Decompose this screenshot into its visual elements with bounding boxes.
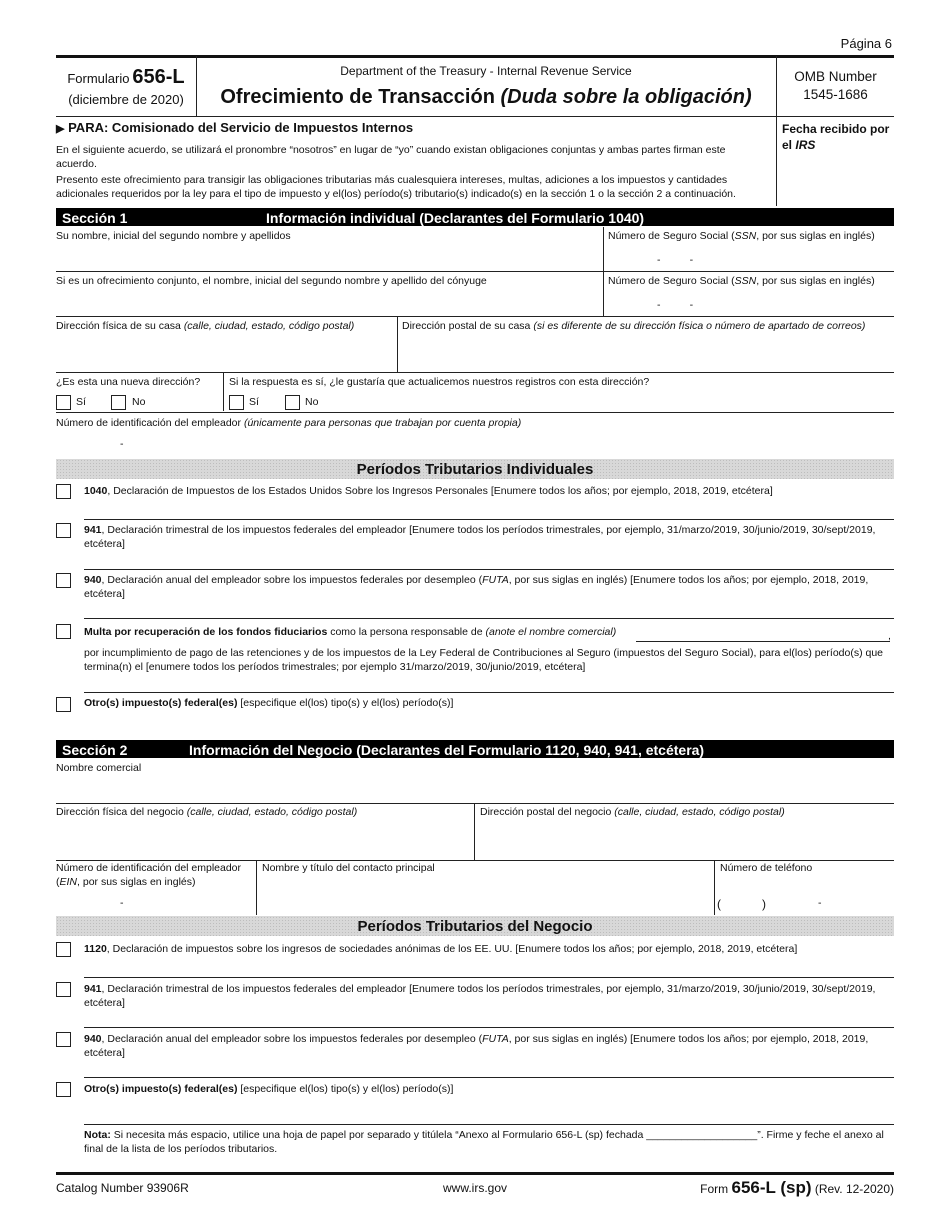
trust-fund-entry-line[interactable] — [84, 692, 894, 693]
business-other-tax-bold: Otro(s) impuesto(s) federal(es) — [84, 1083, 238, 1095]
individual-ein-field[interactable] — [57, 432, 397, 454]
phone-dash: - — [818, 897, 822, 909]
individual-periods-bar — [56, 459, 894, 479]
received-date-label — [782, 121, 897, 153]
business-mailing-field[interactable] — [477, 822, 892, 858]
section-2-title: Información del Negocio (Declarantes del Formulario 1120, 940, 941, etcétera) — [189, 742, 705, 758]
taxpayer-ssn-field[interactable] — [606, 244, 892, 270]
form-941-checkbox[interactable] — [56, 523, 71, 538]
business-mailing-label-text: Dirección postal del negocio — [480, 806, 612, 818]
business-941-desc: , Declaración trimestral de los impuestos federales del empleador [Enumere todos los períodos trimestrales, por ejemplo, 31/marzo/2019, 30/junio/2019, 30/sept/2019, etcétera] — [84, 983, 876, 1009]
business-940-desc-a: , Declaración anual del empleador sobre los impuestos federales por desempleo ( — [101, 1033, 483, 1045]
omb-block — [777, 68, 894, 103]
section-2-bar — [56, 740, 894, 758]
mailing-address-label-text: Dirección postal de su casa — [402, 320, 531, 332]
penalty-comma: , — [888, 630, 891, 642]
rule — [56, 316, 894, 317]
name-label: Su nombre, inicial del segundo nombre y apellidos — [56, 230, 291, 242]
home-address-label — [56, 320, 354, 334]
ssn-label-a: Número de Seguro Social ( — [608, 230, 735, 242]
spouse-ssn-label-b: , por sus siglas en inglés) — [756, 275, 875, 287]
spouse-ssn-italic: SSN — [734, 275, 757, 287]
form-940-desc-a: , Declaración anual del empleador sobre los impuestos federales por desempleo ( — [101, 574, 483, 586]
business-mailing-hint: (calle, ciudad, estado, código postal) — [614, 806, 785, 818]
trust-fund-penalty-checkbox[interactable] — [56, 624, 71, 639]
new-address-yes-checkbox[interactable] — [56, 395, 71, 410]
business-941-bold: 941 — [84, 983, 102, 995]
other-federal-tax-bold: Otro(s) impuesto(s) federal(es) — [84, 697, 238, 709]
new-address-question: ¿Es esta una nueva dirección? — [56, 376, 201, 388]
business-940-entry-line[interactable] — [84, 1077, 894, 1078]
update-no-label: No — [305, 396, 319, 408]
spouse-ssn-label — [608, 275, 875, 289]
other-federal-tax-desc: [especifique el(los) tipo(s) y el(los) período(s)] — [237, 697, 454, 709]
new-address-no-checkbox[interactable] — [111, 395, 126, 410]
rule — [56, 803, 894, 804]
footer-rule — [56, 1172, 894, 1175]
note-text — [84, 1129, 894, 1156]
trust-fund-penalty-desc: como la persona responsable de — [327, 626, 486, 638]
form-title-italic: (Duda sobre la obligación) — [500, 86, 752, 108]
form-940-desc-b: , por sus siglas en inglés) [Enumere todos los años; por ejemplo, 2018, 2019, etcétera] — [84, 574, 869, 600]
footer-form-number: 656-L (sp) — [731, 1178, 812, 1197]
business-941-entry-line[interactable] — [84, 1027, 894, 1028]
business-address-label-text: Dirección física del negocio — [56, 806, 184, 818]
phone-close-paren: ) — [762, 897, 766, 911]
rule — [56, 412, 894, 413]
new-address-no-label: No — [132, 396, 146, 408]
para-heading-text: PARA: Comisionado del Servicio de Impuestos Internos — [68, 120, 414, 135]
ein-dash: - — [120, 438, 124, 450]
agency-name: Department of the Treasury - Internal Revenue Service — [340, 64, 632, 78]
spouse-name-field[interactable] — [57, 290, 601, 316]
business-mailing-label — [480, 806, 785, 820]
home-address-label-text: Dirección física de su casa — [56, 320, 181, 332]
update-yes-checkbox[interactable] — [229, 395, 244, 410]
form-date: (diciembre de 2020) — [68, 92, 184, 107]
footer-rev: (Rev. 12-2020) — [814, 1182, 894, 1196]
form-1120-bold: 1120 — [84, 943, 107, 955]
rule — [56, 860, 894, 861]
other-federal-tax-text — [84, 697, 894, 711]
ein-label-text: Número de identificación del empleador — [56, 417, 242, 429]
mailing-address-field[interactable] — [400, 336, 892, 370]
new-address-yes-label: Sí — [76, 396, 86, 408]
spouse-ssn-label-a: Número de Seguro Social ( — [608, 275, 735, 287]
business-periods-bar — [56, 916, 894, 936]
business-name-field[interactable] — [57, 776, 892, 802]
contact-divider — [256, 861, 257, 915]
spouse-ssn-dashes: - - — [657, 299, 694, 311]
business-ein-field[interactable] — [57, 892, 254, 914]
form-prefix: Formulario — [67, 71, 130, 86]
ein-label — [56, 417, 521, 431]
phone-open-paren: ( — [717, 897, 721, 911]
contact-field[interactable] — [259, 880, 712, 914]
ssn-label — [608, 230, 875, 244]
para-heading — [56, 120, 413, 137]
footer-form-id — [700, 1177, 894, 1199]
other-federal-tax-checkbox[interactable] — [56, 697, 71, 712]
contact-label: Nombre y título del contacto principal — [262, 862, 435, 874]
business-ein-label — [56, 862, 254, 889]
form-940-italic: FUTA — [482, 574, 509, 586]
spouse-ssn-field[interactable] — [606, 290, 892, 316]
form-941-text — [84, 524, 894, 551]
rule — [56, 271, 894, 272]
header-top-rule — [56, 55, 894, 58]
form-1120-checkbox[interactable] — [56, 942, 71, 957]
ssn-dashes: - - — [657, 254, 694, 266]
business-940-bold: 940 — [84, 1033, 102, 1045]
business-periods-title: Períodos Tributarios del Negocio — [357, 918, 593, 935]
rule — [56, 372, 894, 373]
address-divider — [397, 317, 398, 372]
form-1040-entry-line[interactable] — [84, 519, 894, 520]
note-bold: Nota: — [84, 1129, 111, 1141]
business-ein-italic: EIN — [59, 875, 78, 888]
business-940-desc-b: , por sus siglas en inglés) [Enumere todos los años; por ejemplo, 2018, 2019, etcétera] — [84, 1033, 869, 1059]
ssn-italic: SSN — [734, 230, 757, 242]
business-941-text — [84, 983, 894, 1010]
form-number: 656-L — [132, 66, 185, 88]
trust-fund-penalty-text — [84, 626, 894, 640]
other-federal-tax-field[interactable] — [84, 712, 894, 734]
form-1040-checkbox[interactable] — [56, 484, 71, 499]
business-address-field[interactable] — [57, 822, 472, 858]
irs-website: www.irs.gov — [442, 1181, 507, 1195]
page-number: Página 6 — [840, 36, 892, 51]
question-divider — [223, 373, 224, 411]
form-1120-entry-line[interactable] — [84, 977, 894, 978]
header-bottom-rule — [56, 116, 894, 117]
para-text-1: En el siguiente acuerdo, se utilizará el pronombre “nosotros” en lugar de “yo” cuando existan obligaciones conjuntas y ambas partes firman este acuerdo. — [56, 144, 726, 170]
individual-periods-title: Períodos Tributarios Individuales — [356, 461, 594, 478]
form-941-entry-line[interactable] — [84, 569, 894, 570]
business-941-checkbox[interactable] — [56, 982, 71, 997]
phone-field[interactable] — [717, 880, 892, 914]
spouse-name-label: Si es un ofrecimiento conjunto, el nombre, inicial del segundo nombre y apellido del cónyuge — [56, 275, 487, 287]
business-other-tax-entry-line[interactable] — [84, 1124, 894, 1125]
business-address-divider — [474, 804, 475, 860]
business-940-checkbox[interactable] — [56, 1032, 71, 1047]
form-title — [197, 84, 775, 110]
form-940-text — [84, 574, 894, 601]
form-1040-desc: , Declaración de Impuestos de los Estados Unidos Sobre los Ingresos Personales [Enumere todos los años; por ejemplo, 2018, 2019, etcétera] — [107, 485, 773, 497]
ein-hint: (únicamente para personas que trabajan por cuenta propia) — [243, 417, 522, 429]
business-ein-label-b: , por sus siglas en inglés) — [77, 875, 196, 888]
received-label-text: Fecha recibido por el — [782, 122, 890, 153]
para-text-2: Presento este ofrecimiento para transigir las obligaciones tributarias más cualesquiera intereses, multas, adiciones a los impuestos y cantidades adicionales requeridos por la ley para el tipo de impuesto y el(los) período(s) tributario(s) indicado(s) en la sección 1 o la sección 2 a continuación. — [56, 174, 736, 200]
section-1-title: Información individual (Declarantes del Formulario 1040) — [266, 210, 645, 226]
arrow-right-icon: ▶ — [56, 123, 65, 135]
form-940-checkbox[interactable] — [56, 573, 71, 588]
business-name-label: Nombre comercial — [56, 762, 142, 774]
form-941-desc: , Declaración trimestral de los impuestos federales del empleador [Enumere todos los períodos trimestrales, por ejemplo, 31/marzo/2019, 30/junio/2019, 30/sept/2019, etcétera] — [84, 524, 876, 550]
update-records-question: Si la respuesta es sí, ¿le gustaría que actualicemos nuestros registros con esta dirección? — [229, 376, 650, 388]
form-1040-bold: 1040 — [84, 485, 108, 497]
form-941-bold: 941 — [84, 524, 102, 536]
taxpayer-name-field[interactable] — [57, 244, 601, 270]
form-1120-desc: , Declaración de impuestos sobre los ingresos de sociedades anónimas de los EE. UU. [Enumere todos los años; por ejemplo, 2018, 2019, etcétera] — [106, 943, 798, 955]
ssn-divider — [603, 227, 604, 317]
trust-fund-penalty-text-2: por incumplimiento de pago de las retenciones y de los impuestos de la Ley Federal de Contribuciones al Seguro (impuestos del Seguro Social), para el(los) período(s) que termina(n) el [enumere todos los períodos trimestrales; por ejemplo 31/marzo/2019, 30/junio/2019, etcétera] — [84, 647, 884, 673]
section-1-bar — [56, 208, 894, 226]
omb-number: 1545-1686 — [803, 86, 868, 102]
business-address-label — [56, 806, 357, 820]
received-irs: IRS — [795, 138, 816, 153]
business-other-tax-checkbox[interactable] — [56, 1082, 71, 1097]
business-name-entry-line[interactable] — [636, 641, 890, 642]
form-1040-text — [84, 485, 894, 499]
home-address-field[interactable] — [57, 336, 395, 370]
form-id-block — [56, 64, 196, 109]
ssn-label-b: , por sus siglas en inglés) — [756, 230, 875, 242]
business-other-tax-desc: [especifique el(los) tipo(s) y el(los) período(s)] — [237, 1083, 454, 1095]
business-940-italic: FUTA — [482, 1033, 509, 1045]
business-940-text — [84, 1033, 894, 1060]
omb-label: OMB Number — [794, 69, 877, 84]
section-2-label: Sección 2 — [62, 742, 128, 758]
home-address-hint: (calle, ciudad, estado, código postal) — [183, 320, 355, 332]
business-other-tax-text — [84, 1083, 894, 1097]
business-address-hint: (calle, ciudad, estado, código postal) — [186, 806, 358, 818]
form-940-entry-line[interactable] — [84, 618, 894, 619]
form-1120-text — [84, 943, 894, 957]
trust-fund-penalty-bold: Multa por recuperación de los fondos fiduciarios — [84, 626, 328, 638]
section-1-label: Sección 1 — [62, 210, 128, 226]
form-title-main: Ofrecimiento de Transacción — [220, 86, 495, 108]
phone-divider — [714, 861, 715, 915]
phone-label: Número de teléfono — [720, 862, 813, 874]
catalog-number: Catalog Number 93906R — [56, 1181, 189, 1195]
note-desc: Si necesita más espacio, utilice una hoja de papel por separado y titúlela “Anexo al Formulario 656-L (sp) fechada ___________________”. Firme y feche el anexo al final de la lista de los períodos tributarios. — [84, 1129, 884, 1155]
update-yes-label: Sí — [249, 396, 259, 408]
footer-form-prefix: Form — [700, 1182, 729, 1196]
update-no-checkbox[interactable] — [285, 395, 300, 410]
business-ein-dash: - — [120, 897, 124, 909]
form-940-bold: 940 — [84, 574, 102, 586]
mailing-address-hint: (si es diferente de su dirección física o número de apartado de correos) — [533, 320, 866, 332]
trust-fund-penalty-italic: (anote el nombre comercial) — [485, 626, 617, 638]
mailing-address-label — [402, 320, 865, 334]
business-ein-label-a: Número de identificación del empleador ( — [56, 862, 242, 888]
